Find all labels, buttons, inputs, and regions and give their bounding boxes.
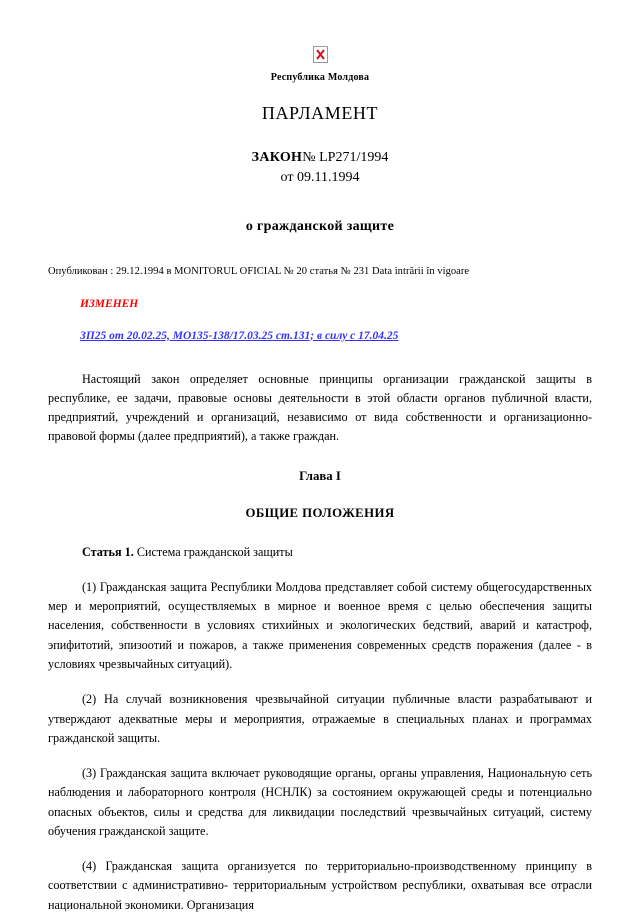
publication-line: Опубликован : 29.12.1994 в MONITORUL OFICIAL № 20 статья № 231 Data intrării în vigoare: [48, 265, 470, 277]
article-title: Система гражданской защиты: [136, 544, 293, 559]
chapter-number: Глава I: [299, 468, 341, 483]
article-paragraph-1: (1) Гражданская защита Республики Молдова представляет собой систему общегосударственных мер и мероприятий, осуществляемых в мирное и военное время с целью обеспечения защиты населения, собственности в условиях стихийных и экологических бедствий, аварий и катастроф, эпифитотий, эпизоотий и пожаров, а также применения современных средств поражения (далее - в условиях чрезвычайных ситуаций).: [48, 579, 592, 671]
page-title: о гражданской защите: [245, 218, 395, 234]
emblem-image-container: [48, 0, 592, 63]
chapter-title: ОБЩИЕ ПОЛОЖЕНИЯ: [245, 505, 395, 520]
article-paragraph-2: (2) На случай возникновения чрезвычайной ситуации публичные власти разрабатывают и утверждают адекватные меры и мероприятия, отражаемые в специальных планах и программах гражданской защиты.: [48, 692, 592, 745]
republic-name: Республика Молдова: [270, 72, 370, 83]
law-number: № LP271/1994: [302, 150, 389, 165]
article-label: Статья 1.: [82, 544, 134, 559]
amendment-link[interactable]: ЗП25 от 20.02.25, МО135-138/17.03.25 ст.131; в силу с 17.04.25: [80, 329, 399, 342]
article-paragraph-3: (3) Гражданская защита включает руководящие органы, органы управления, Национальную сеть наблюдения и лабораторного контроля (НСНЛК) за состоянием окружающей среды и потенциально опасных объектов, силы и средства для ликвидации последствий чрезвычайных ситуаций, систему обучения гражданской защите.: [48, 766, 592, 838]
law-number-line: [48, 148, 592, 168]
law-date: от 09.11.1994: [280, 170, 360, 186]
broken-image-icon: [313, 46, 328, 63]
article-heading: [48, 543, 592, 562]
institution-name: ПАРЛАМЕНТ: [261, 103, 379, 123]
status-badge: ИЗМЕНЕН: [80, 297, 139, 310]
law-word: ЗАКОН: [251, 150, 303, 165]
preamble-paragraph: Настоящий закон определяет основные принципы организации гражданской защиты в республике, ее задачи, правовые основы деятельности в этой области органов публичной власти, предприятий, учреждений и организаций, независимо от вида собственности и организационно-правовой формы (далее предприятий), а также граждан.: [48, 371, 592, 444]
article-paragraph-4: (4) Гражданская защита организуется по территориально-производственному принципу в соответствии с административно- территориальным устройством республики, охватывая все отрасли национальной экономики. Организация: [48, 859, 592, 912]
